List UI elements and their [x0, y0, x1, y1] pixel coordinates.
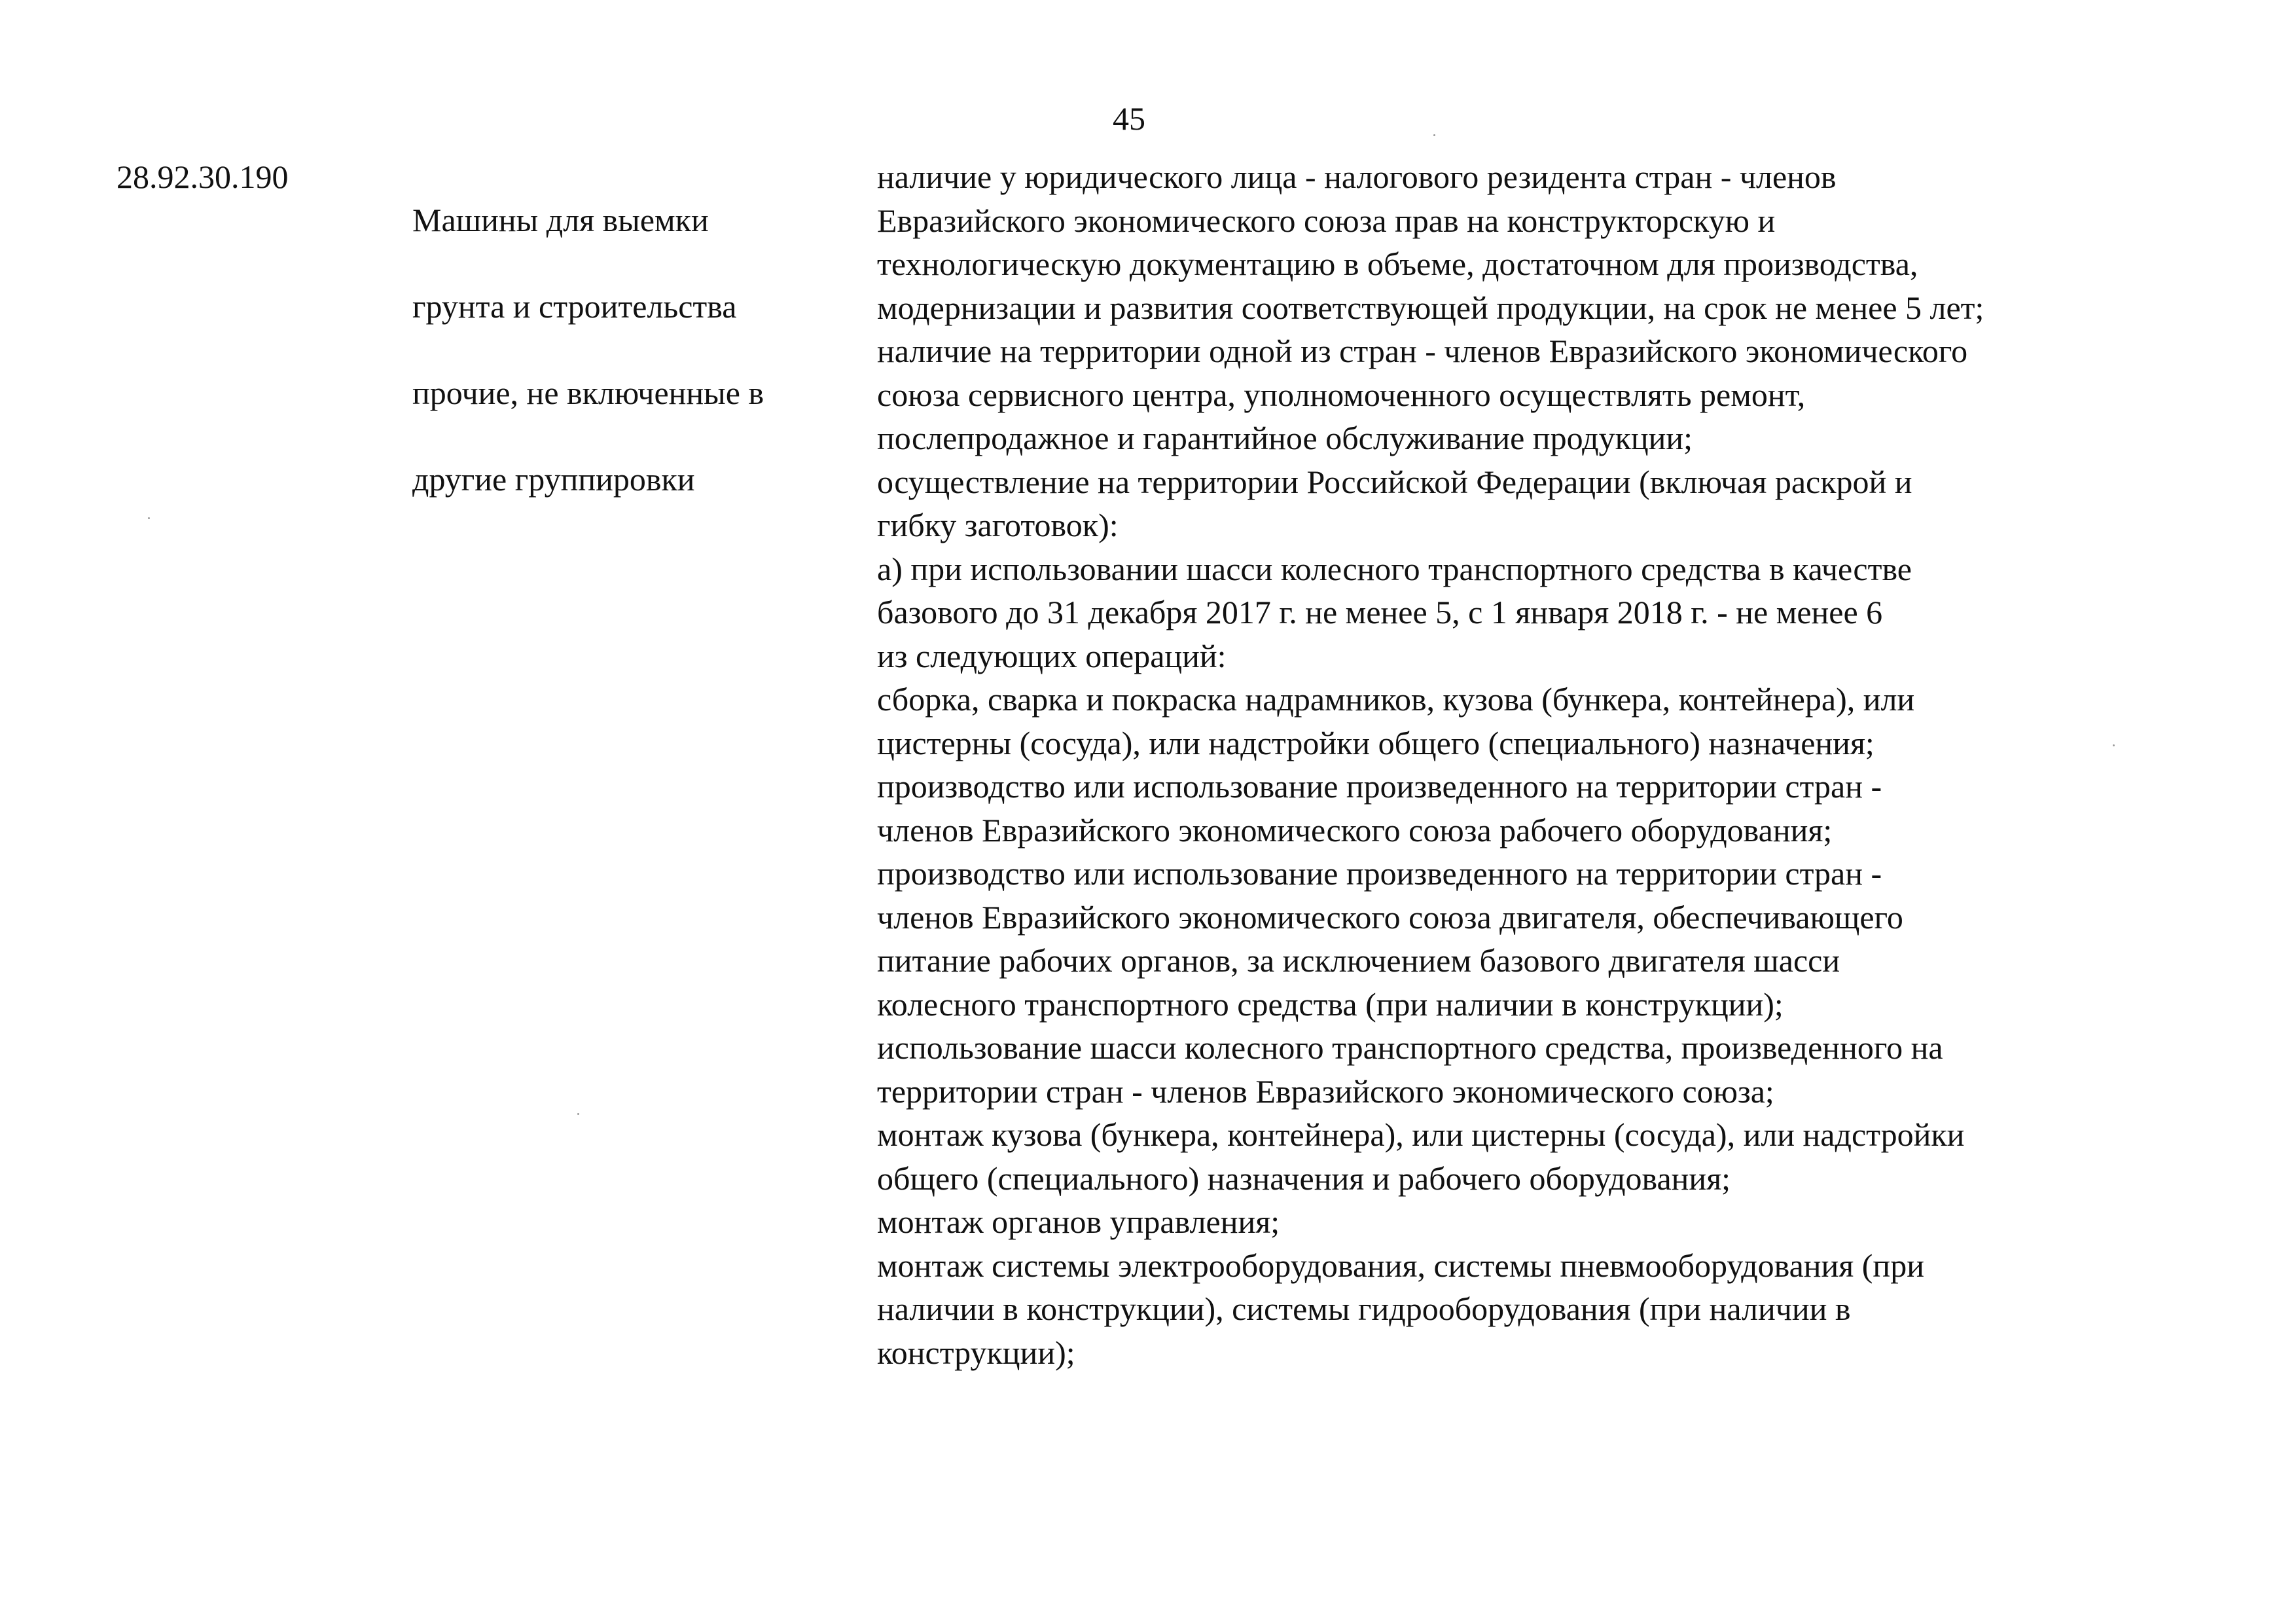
condition-line: гибку заготовок): — [877, 507, 1119, 543]
condition-line: производство или использование произведенного на территории стран - — [877, 855, 1882, 892]
condition-line: производство или использование произведенного на территории стран - — [877, 768, 1882, 805]
okpd2-code: 28.92.30.190 — [117, 158, 289, 195]
product-name-line: Машины для выемки — [412, 202, 709, 238]
condition-line: базового до 31 декабря 2017 г. не менее 5, с 1 января 2018 г. - не менее 6 — [877, 594, 1883, 630]
condition-line: наличии в конструкции), системы гидрооборудования (при наличии в — [877, 1290, 1851, 1327]
scan-speck — [148, 517, 150, 519]
condition-line: членов Евразийского экономического союза двигателя, обеспечивающего — [877, 898, 1903, 936]
condition-line: модернизации и развития соответствующей продукции, на срок не менее 5 лет; — [877, 289, 1984, 326]
condition-line: наличие на территории одной из стран - членов Евразийского экономического — [877, 333, 1968, 369]
condition-line: цистерны (сосуда), или надстройки общего (специального) назначения; — [877, 724, 1874, 761]
scan-speck — [1433, 134, 1435, 136]
condition-line: послепродажное и гарантийное обслуживание продукции; — [877, 420, 1693, 456]
condition-line: членов Евразийского экономического союза рабочего оборудования; — [877, 811, 1833, 848]
scan-speck — [577, 1113, 579, 1115]
scan-speck — [2113, 744, 2115, 746]
condition-line: сборка, сварка и покраска надрамников, кузова (бункера, контейнера), или — [877, 681, 1915, 718]
condition-line: питание рабочих органов, за исключением базового двигателя шасси — [877, 942, 1840, 979]
condition-line: территории стран - членов Евразийского экономического союза; — [877, 1072, 1774, 1110]
condition-line: колесного транспортного средства (при наличии в конструкции); — [877, 985, 1784, 1023]
product-name — [412, 155, 764, 544]
product-name-line: прочие, не включенные в — [412, 374, 764, 411]
condition-line: союза сервисного центра, уполномоченного осуществлять ремонт, — [877, 376, 1806, 413]
condition-line: использование шасси колесного транспортного средства, произведенного на — [877, 1029, 1943, 1066]
condition-line: монтаж кузова (бункера, контейнера), или цистерны (сосуда), или надстройки — [877, 1116, 1965, 1153]
condition-line: общего (специального) назначения и рабочего оборудования; — [877, 1159, 1731, 1197]
condition-line: а) при использовании шасси колесного транспортного средства в качестве — [877, 550, 1912, 587]
condition-line: монтаж системы электрооборудования, системы пневмооборудования (при — [877, 1247, 1924, 1284]
condition-line: из следующих операций: — [877, 637, 1227, 674]
condition-line: осуществление на территории Российской Федерации (включая раскрой и — [877, 463, 1912, 500]
product-name-line: грунта и строительства — [412, 288, 737, 325]
product-name-line: другие группировки — [412, 461, 695, 498]
condition-line: Евразийского экономического союза прав на конструкторскую и — [877, 202, 1776, 239]
condition-line: технологическую документацию в объеме, достаточном для производства, — [877, 246, 1918, 282]
condition-line: монтаж органов управления; — [877, 1203, 1280, 1240]
page-number: 45 — [1113, 100, 1145, 137]
condition-line: конструкции); — [877, 1334, 1075, 1371]
production-conditions — [877, 155, 2186, 1374]
condition-line: наличие у юридического лица - налогового резидента стран - членов — [877, 158, 1837, 195]
